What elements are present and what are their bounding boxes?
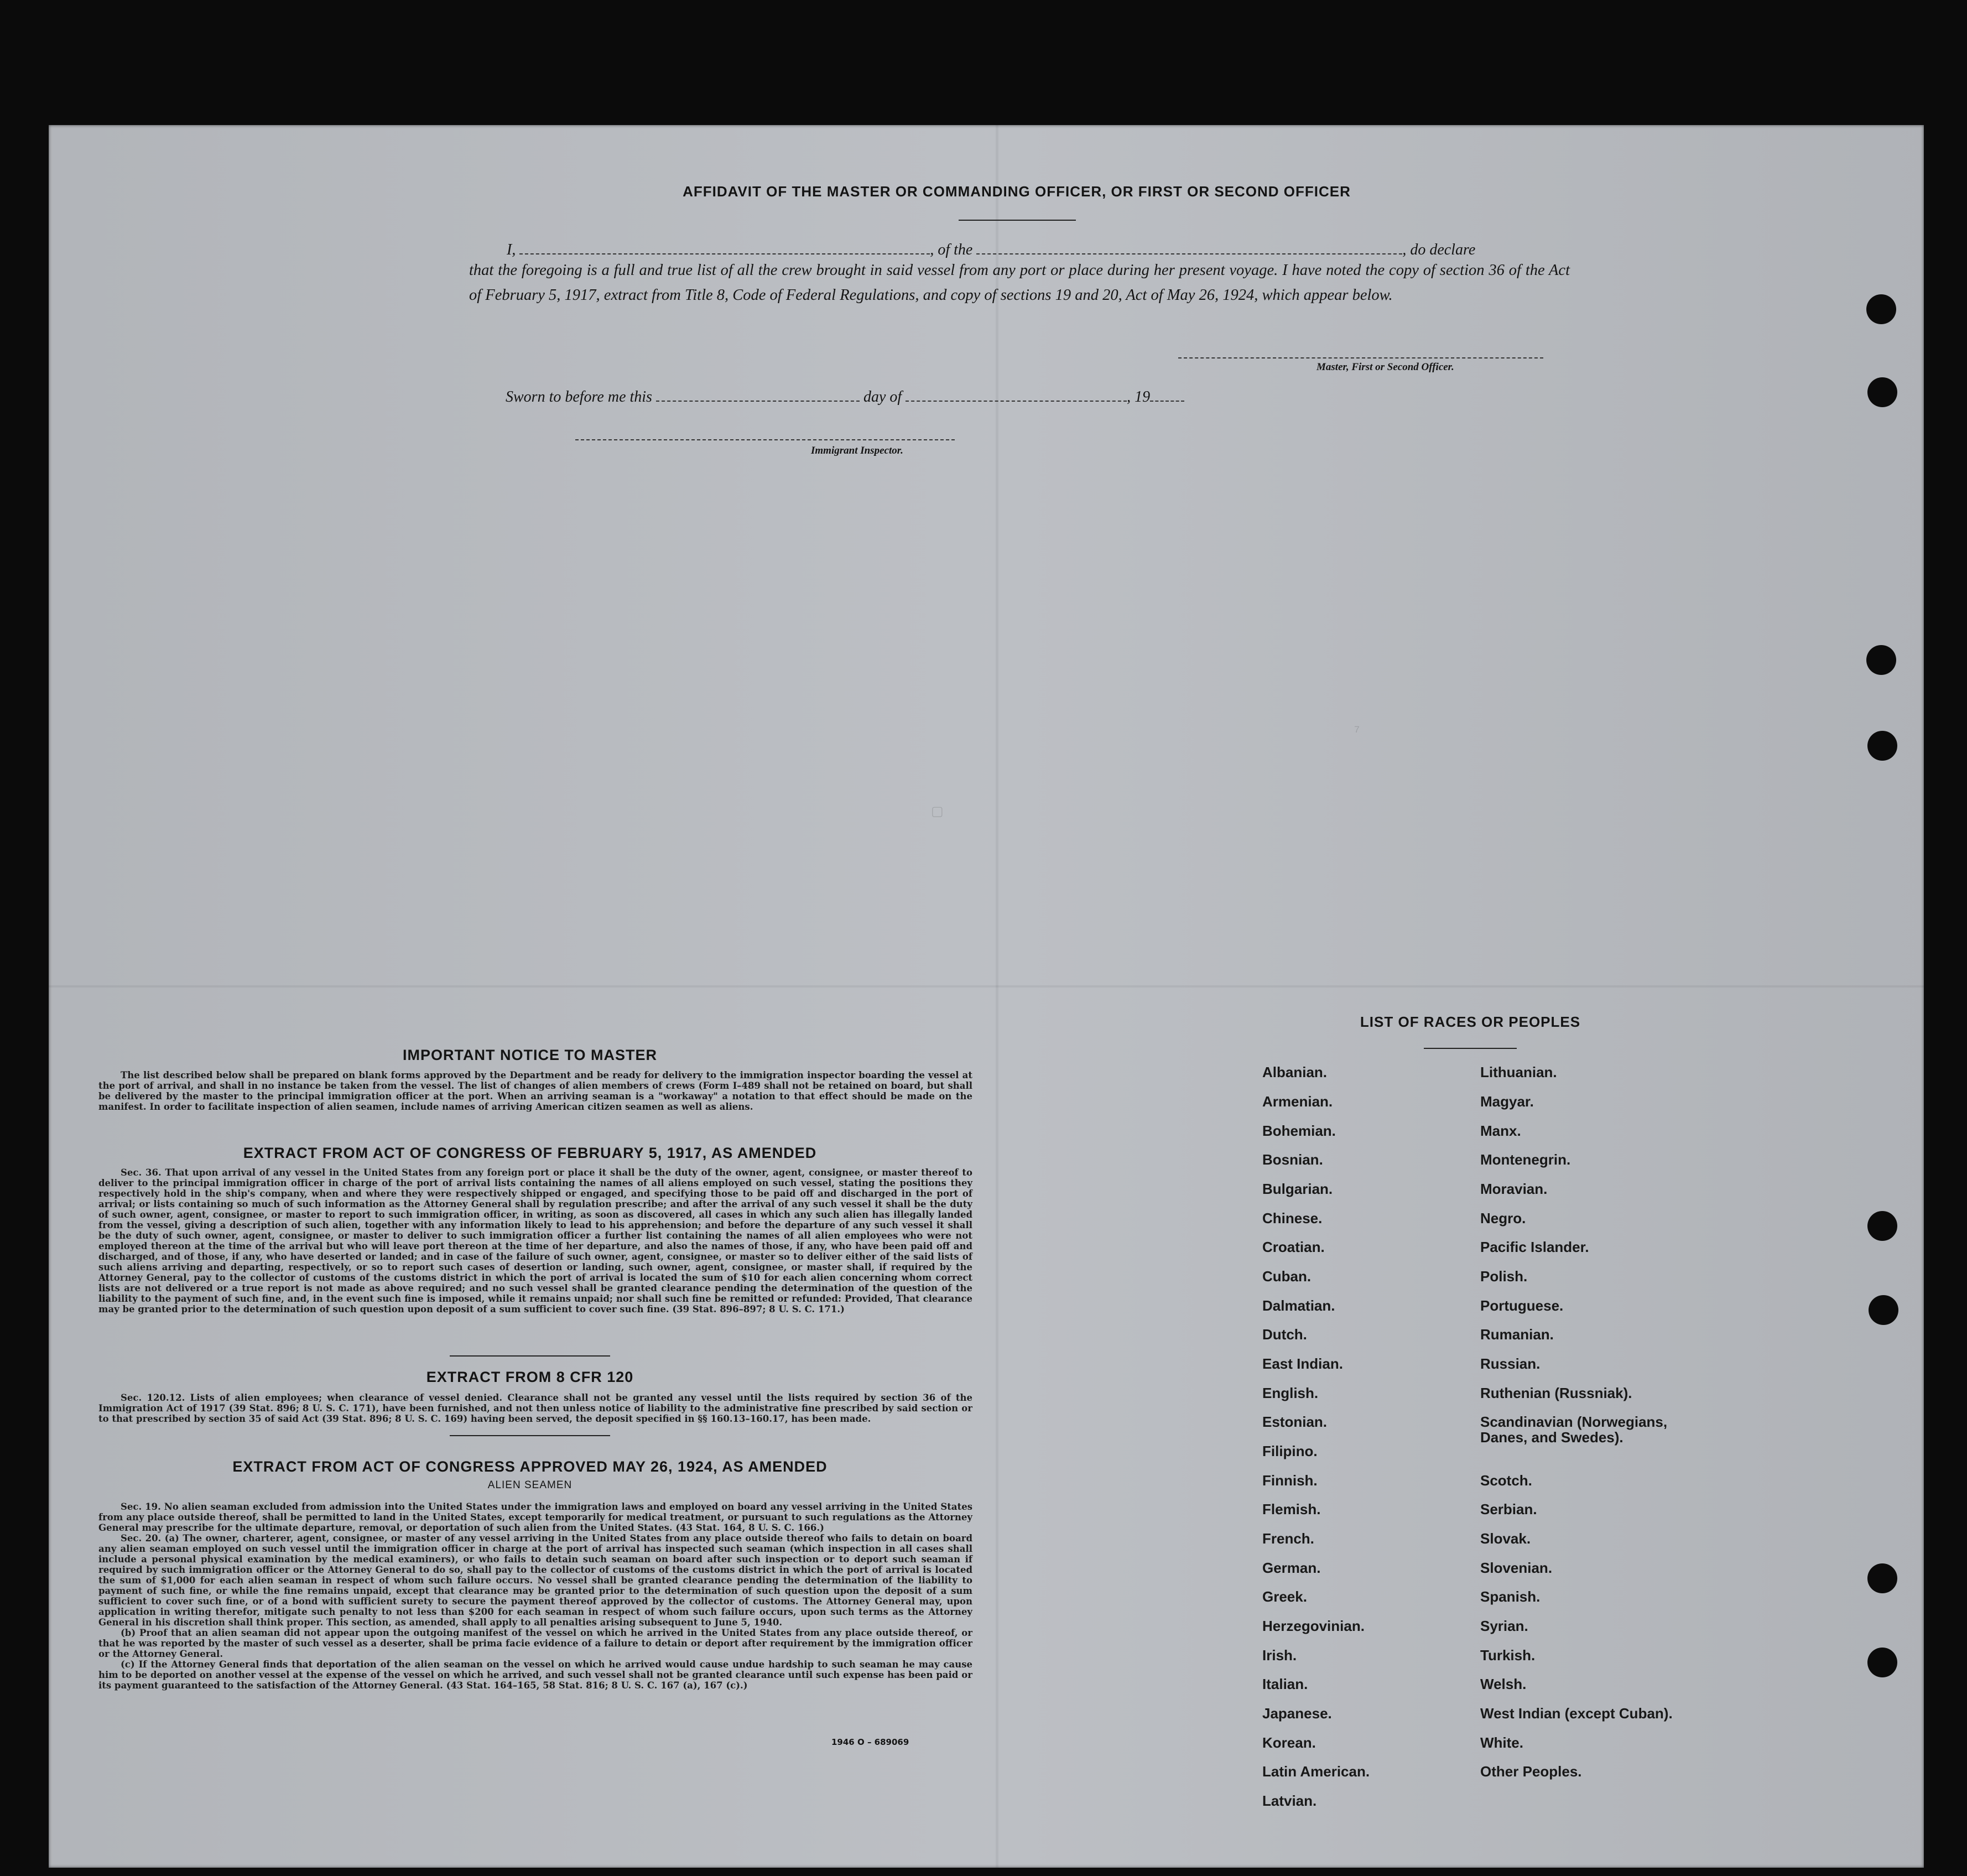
declarant-prefix: I,: [507, 241, 516, 258]
race-item: Ruthenian (Russniak).: [1480, 1385, 1632, 1401]
sworn-day-field[interactable]: [656, 400, 860, 402]
race-item: Negro.: [1480, 1210, 1526, 1227]
extract-cfr-title: EXTRACT FROM 8 CFR 120: [426, 1369, 634, 1385]
race-item: White.: [1480, 1734, 1523, 1751]
extract-1924-text: [98, 1501, 972, 1691]
race-item: West Indian (except Cuban).: [1480, 1705, 1673, 1722]
sworn-line: [506, 388, 1184, 406]
race-item: German.: [1262, 1560, 1321, 1576]
extract-1917-text: Sec. 36. That upon arrival of any vessel in the United States from any foreign port or place it shall be the duty of the owner, agent, consignee, or master thereof to deliver to the principal immigration officer in charge of the port of arrival lists containing the names of all aliens employed on such vessel, stating the positions they respectively hold in the ship's company, when and where they were respectively shipped or engaged, and specifying those to be paid off and discharged in the port of arrival; or lists containing so much of such information as the Attorney General shall by regulation prescribe; and after the arrival of any such vessel it shall be the duty of such owner, agent, consignee, or master to report to such immigration officer, in writing, as soon as discovered, all cases in which any such alien has illegally landed from the vessel, giving a description of such alien, together with any information likely to lead to his apprehension; and before the departure of any such vessel it shall be the duty of such owner, agent, consignee, or master to deliver to such immigration officer a further list containing the names of all alien employees who were not employed thereon at the time of the arrival but who will leave port thereon at the time of her departure, and also the names of those, if any, who have been paid off and discharged, and of those, if any, who have deserted or landed; and in case of the failure of such owner, agent, consignee, or master so to deliver either of the said lists of such aliens arriving and departing, respectively, or so to report such cases of desertion or landing, such owner, agent, consignee, or master shall, if required by the Attorney General, pay to the collector of customs of the customs district in which the port of arrival is located the sum of $10 for each alien concerning whom correct lists are not delivered or a true report is not made as above required; and no such vessel shall be granted clearance pending the determination of the question of the liability to the payment of such fine, and, in the event such fine is imposed, while it remains unpaid; nor shall such fine be remitted or refunded: Provided, That clearance may be granted prior to the determination of such question upon deposit of a sum sufficient to cover such fine. (39 Stat. 896–897; 8 U. S. C. 171.): [98, 1167, 972, 1314]
alien-seamen-subtitle: ALIEN SEAMEN: [487, 1479, 573, 1491]
race-item: Magyar.: [1480, 1093, 1534, 1110]
race-item: Herzegovinian.: [1262, 1618, 1365, 1634]
punch-hole: [1867, 1648, 1897, 1677]
punch-hole: [1869, 1295, 1898, 1325]
punch-hole: [1866, 645, 1896, 675]
race-item: Manx.: [1480, 1123, 1521, 1139]
inspector-signature-field[interactable]: [575, 439, 955, 440]
race-item: Korean.: [1262, 1734, 1316, 1751]
race-item: Flemish.: [1262, 1501, 1321, 1518]
race-item: Armenian.: [1262, 1093, 1333, 1110]
sworn-year-prefix: , 19: [1127, 388, 1151, 406]
race-item: Montenegrin.: [1480, 1151, 1571, 1168]
race-item: Latvian.: [1262, 1792, 1317, 1809]
bleed-through-mark: ▢: [931, 804, 944, 819]
form-sheet: [49, 125, 1924, 1868]
sworn-month-field[interactable]: [906, 400, 1127, 402]
sworn-year-field[interactable]: [1150, 400, 1184, 402]
race-item: Chinese.: [1262, 1210, 1323, 1227]
master-signature-label: Master, First or Second Officer.: [1316, 361, 1454, 373]
inspector-signature-label: Immigrant Inspector.: [811, 445, 903, 456]
race-item: Latin American.: [1262, 1763, 1370, 1780]
race-item: Dutch.: [1262, 1326, 1307, 1343]
race-item: Welsh.: [1480, 1676, 1527, 1692]
race-item: Croatian.: [1262, 1239, 1325, 1255]
bleed-through-mark: ⁷: [1354, 723, 1360, 740]
title-underline: [959, 220, 1076, 221]
race-item: Pacific Islander.: [1480, 1239, 1589, 1255]
race-item: Greek.: [1262, 1588, 1307, 1605]
declare-text: , do declare: [1402, 241, 1476, 258]
race-item: Rumanian.: [1480, 1326, 1554, 1343]
race-item: Other Peoples.: [1480, 1763, 1582, 1780]
race-item: Slovak.: [1480, 1530, 1531, 1547]
sec20a-paragraph: Sec. 20. (a) The owner, charterer, agent, consignee, or master of any vessel arriving in the United States from any place outside thereof who fails to detain on board any alien seaman employed on such vessel until the immigration officer in charge at the port of arrival has inspected such seaman (which inspection in all cases shall include a personal physical examination by the medical examiners), or who fails to detain such seaman on board after such inspection or to deport such seaman if required by such immigration officer or the Attorney General to do so, shall pay to the collector of customs of the customs district in which the port of arrival is located the sum of $1,000 for each alien seaman in respect of whom such failure occurs. No vessel shall be granted clearance pending the determination of the liability to payment of such fine, or while the fine remains unpaid, except that clearance may be granted prior to the determination of such question upon the deposit of a sum sufficient to cover such fine, or of a bond with sufficient surety to secure the payment thereof approved by the collector of customs. The Attorney General may, upon application in writing therefor, mitigate such penalty to not less than $200 for each seaman in respect of whom such failure occurs, upon such terms as the Attorney General in his discretion shall think proper. This section, as amended, shall apply to all penalties arising subsequent to June 5, 1940.: [98, 1533, 972, 1628]
race-item: Bosnian.: [1262, 1151, 1323, 1168]
sec20b-paragraph: (b) Proof that an alien seaman did not appear upon the outgoing manifest of the vessel on which he arrived in the United States from any place outside thereof, or that he was reported by the master of such vessel as a deserter, shall be prima facie evidence of a failure to detain or deport after requirement by the immigration officer or the Attorney General.: [98, 1628, 972, 1659]
race-item: Bohemian.: [1262, 1123, 1336, 1139]
race-item: Serbian.: [1480, 1501, 1537, 1518]
master-signature-field[interactable]: [1178, 357, 1543, 358]
sec20c-paragraph: (c) If the Attorney General finds that deportation of the alien seaman on the vessel on which he arrived would cause undue hardship to such seaman he may cause him to be deported on another vessel at the expense of the vessel on which he arrived, and such vessel shall not be granted clearance until such expense has been paid or its payment guaranteed to the satisfaction of the Attorney General. (43 Stat. 164–165, 58 Stat. 816; 8 U. S. C. 167 (a), 167 (c).): [98, 1659, 972, 1691]
fold-crease-vertical: [996, 125, 998, 1868]
race-item: Scotch.: [1480, 1472, 1532, 1489]
races-title-underline: [1424, 1048, 1517, 1049]
race-item: Lithuanian.: [1480, 1064, 1557, 1080]
race-item: Filipino.: [1262, 1443, 1318, 1459]
punch-hole: [1867, 731, 1897, 761]
notice-title: IMPORTANT NOTICE TO MASTER: [403, 1047, 657, 1063]
race-item: Syrian.: [1480, 1618, 1528, 1634]
race-item: Russian.: [1480, 1355, 1541, 1372]
punch-hole: [1867, 1211, 1897, 1241]
extract-cfr-text: Sec. 120.12. Lists of alien employees; when clearance of vessel denied. Clearance shall not be granted any vessel until the lists required by section 36 of the Immigration Act of 1917 (39 Stat. 896; 8 U. S. C. 171), have been furnished, and not then unless notice of liability to the administrative fine prescribed by said section or to that prescribed by section 35 of said Act (39 Stat. 896; 8 U. S. C. 169) having been served, the deposit specified in §§ 160.13–160.17, has been made.: [98, 1392, 972, 1424]
race-item: French.: [1262, 1530, 1314, 1547]
race-item: Dalmatian.: [1262, 1297, 1335, 1314]
race-item: Spanish.: [1480, 1588, 1541, 1605]
race-item: Albanian.: [1262, 1064, 1328, 1080]
affidavit-title: AFFIDAVIT OF THE MASTER OR COMMANDING OFFICER, OR FIRST OR SECOND OFFICER: [683, 183, 1351, 200]
fold-crease-horizontal: [49, 985, 1924, 988]
race-item: English.: [1262, 1385, 1319, 1401]
race-item: Cuban.: [1262, 1268, 1312, 1285]
punch-hole: [1867, 377, 1897, 407]
sworn-prefix: Sworn to before me this: [506, 388, 652, 406]
extract-1917-title: EXTRACT FROM ACT OF CONGRESS OF FEBRUARY 5, 1917, AS AMENDED: [243, 1145, 817, 1161]
vessel-prefix: , of the: [930, 241, 973, 258]
extract-1924-title: EXTRACT FROM ACT OF CONGRESS APPROVED MAY 26, 1924, AS AMENDED: [232, 1458, 828, 1475]
declarant-line: [507, 241, 1475, 259]
race-item: Scandinavian (Norwegians, Danes, and Swedes).: [1480, 1414, 1668, 1446]
vessel-name-field[interactable]: [976, 253, 1402, 254]
affidavit-statement: that the foregoing is a full and true list of all the crew brought in said vessel from any port or place during her present voyage. I have noted the copy of section 36 of the Act of February 5, 1917, extract from Title 8, Code of Federal Regulations, and copy of sections 19 and 20, Act of May 26, 1924, which appear below.: [469, 262, 1570, 304]
declarant-name-field[interactable]: [519, 253, 930, 254]
race-item: Turkish.: [1480, 1647, 1536, 1664]
race-item: Bulgarian.: [1262, 1181, 1333, 1197]
sec19-paragraph: Sec. 19. No alien seaman excluded from admission into the United States under the immigration laws and employed on board any vessel arriving in the United States from any place outside thereof, shall be permitted to land in the United States, except temporarily for medical treatment, or pursuant to such regulations as the Attorney General may prescribe for the ultimate departure, removal, or deportation of such alien from the United States. (43 Stat. 164, 8 U. S. C. 166.): [98, 1501, 972, 1533]
section-divider: [450, 1435, 610, 1436]
print-code: 1946 O – 689069: [831, 1737, 909, 1747]
race-item: Polish.: [1480, 1268, 1528, 1285]
race-item: East Indian.: [1262, 1355, 1343, 1372]
sworn-day-of: day of: [863, 388, 902, 406]
punch-hole: [1867, 1563, 1897, 1593]
punch-hole: [1866, 294, 1896, 324]
race-item: Irish.: [1262, 1647, 1297, 1664]
race-item: Portuguese.: [1480, 1297, 1564, 1314]
race-item: Estonian.: [1262, 1414, 1328, 1430]
race-item: Italian.: [1262, 1676, 1308, 1692]
race-item: Finnish.: [1262, 1472, 1318, 1489]
race-item: Slovenian.: [1480, 1560, 1553, 1576]
race-item: Japanese.: [1262, 1705, 1332, 1722]
notice-text: The list described below shall be prepared on blank forms approved by the Department and be ready for delivery to the immigration inspector boarding the vessel at the port of arrival, and shall in no instance be taken from the vessel. The list of changes of alien members of crews (Form I–489 shall not be retained on board, but shall be delivered by the master to the principal immigration officer at the port. When an arriving seaman is a "workaway" a notation to that effect should be made on the manifest. In order to facilitate inspection of alien seamen, include names of arriving American citizen seamen as well as aliens.: [98, 1070, 972, 1112]
section-divider: [450, 1355, 610, 1357]
race-item: Moravian.: [1480, 1181, 1548, 1197]
races-title: LIST OF RACES OR PEOPLES: [1360, 1014, 1581, 1030]
